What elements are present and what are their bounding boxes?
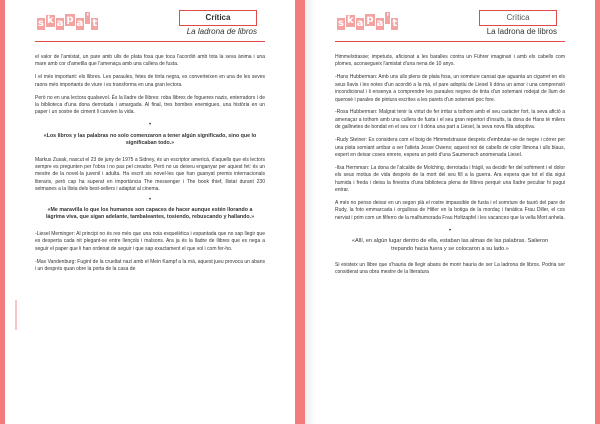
article-body (35, 54, 265, 279)
paragraph: -Hans Hubberman: Amb uns ulls plens de plata fosa, un somriure cansat que aguanta un cigarret en els seus llavis i les notes d'un acordió a la mà, el pare adoptiu de Liesel li dóna un amor i una comprensió incondicional i li ensenya a comprendre les paraules negres de tinta d'un sotemani rodejat de llum de querosè i parales de pintura escrites a les parets d'un soterrani poc fore. (335, 74, 565, 103)
pull-quote: «Los libros y las palabras no solo comenzaron a tener algún significado, sino que lo significaban todo.» (43, 132, 257, 147)
brand-logo (37, 12, 99, 30)
paragraph: -Max Vandenburg: Fugint de la crueltat nazi amb el Mein Kampf a la mà, aquest jueu provoca un abans i un després quan obre la porta de la casa de (35, 258, 265, 272)
logo-letter: p (66, 14, 74, 25)
logo-letter: t (92, 18, 98, 29)
logo-letter: t (392, 18, 398, 29)
page-header (5, 0, 295, 46)
book-title: La ladrona de libros (186, 27, 257, 36)
separator-bullet: • (448, 227, 452, 234)
pull-quote: «Allí, en algún lugar dentro de ella, estaban las almas de las palabras. Salieron trepando hacia fuera y se colocaron a su lado.» (351, 238, 549, 252)
logo-letter: ' (386, 12, 390, 23)
logo-letter: k (346, 15, 354, 26)
logo-letter: p (366, 14, 374, 25)
paragraph: A més no penso deixar en un segon plà el rostre impassible de fusta i el somriure de tauró del pare de Rudy, la foto emmarcada i orgullosa de Hitler en la botiga de la mordaç i fanàtica Frau Diller, el cos nerviat i prim com un filferro de la malhumorada Frau Holtzapfel i les vacances que la vella Mort anhela. (335, 200, 565, 221)
paragraph: I el més important: els llibres. Les paraules, fetes de tinta negra, es converteixen en una de les seves raons més importants de viure i es transforma en una gran lectora. (35, 74, 265, 88)
logo-letter: a (356, 18, 364, 29)
side-mark (15, 300, 17, 330)
logo-letter: a (76, 18, 84, 29)
separator-bullet: • (148, 196, 152, 203)
paragraph: -Rudy Steiner: Es considera com el boig de Himmelstrasse després d'embrutar-se de negre i córrer per una pista somiant arribar a ser l'atleta Jesse Owens; aquest noi de cabells de color llimona i ulls blaus, expert en deixar coses enrere, espera un petó d'una Saumensch anomenada Liesel. (335, 137, 565, 158)
logo-letter: s (38, 18, 44, 29)
right-page (305, 0, 595, 424)
left-page (5, 0, 295, 424)
page-header (305, 0, 595, 46)
paragraph: -Liesel Meminger: Al principi no és res més que una noia esquelètica i espantada que no sap llegir que es desperta cada nit plegant-se entre llençols i malsons. Ara ja és la lladre de llibres que es nega a seguir el paper que li han ordenat de seguir i que sap exactament el que vol i com fer-ho. (35, 230, 265, 252)
paragraph: -Ilsa Hermman: La dona de l'alcalde de Molching, derrotada i fràgil, va decidir fer del sofriment i el dolor els seus motius de vida després de la mort del seu fill a la guerra. Ara espera que tot el dia sigui humida i freda i deixa la finestra d'una biblioteca plena de llibres perquè una lladre peculiar hi pugui entrar. (335, 164, 565, 194)
logo-letter: a (56, 18, 64, 29)
header-divider (35, 41, 265, 42)
paragraph: el valor de l'amistat, un pare amb ulls de plata fosa que toca l'acordió amb tota la seva ànima i una mare amb cor d'ametlla que l'amenaça amb una cullera de fusta. (35, 54, 265, 68)
header-divider (335, 41, 565, 42)
book-title: La ladrona de libros (486, 27, 557, 36)
paragraph: Però no en una lectora qualsevol. És la lladre de llibres: roba llibres de fogueres nazis, enterradors i de la biblioteca d'una dona derrotada i amargada. Al final, tres bombes enemigues, una història en un paper i un sostre de ciment li canvien la vida. (35, 94, 265, 116)
article-body (335, 54, 565, 282)
logo-letter: s (338, 18, 344, 29)
paragraph: Si existeix un llibre que s'hauria de llegir abans de morir hauria de ser La ladrona de libros. Podria ser considerat una obra mestre de la literatura (335, 261, 565, 276)
logo-letter: k (46, 15, 54, 26)
spine-shadow (305, 0, 315, 424)
logo-letter: ' (86, 12, 90, 23)
section-label: Crítica (179, 10, 257, 26)
brand-logo (337, 12, 399, 30)
separator-bullet: • (148, 122, 152, 129)
pull-quote: «Me maravilla lo que los humanos son capaces de hacer aunque estén llorando a lágrima viva, que sigan adelante, tambaleantes, tosiendo, rebuscando y hallando.» (45, 207, 255, 221)
paragraph: -Rosa Hubberman: Malgrat tenir la virtut de fer irritar a tothom amb el seu caràcter fort, la seva afició a amenaçar a tothom amb una cullera de fusta i el seu gran repertori d'insults, la dona de Hans té milers de gallinetes de bondat en el seu cor i li dóna una part a Liesel, la seva nova filla adoptiva. (335, 109, 565, 131)
paragraph: Himmelstrasse; impetuós, aficionat a les baralles contra un Führer imaginari i amb els cabells com plomes, aconsegueix l'amistat d'una nena de 10 anys. (335, 54, 565, 68)
paragraph: Markus Zusak, nascut el 23 de juny de 1975 a Sidney, és un escriptor americà, d'aquells que els lectors sempre es pregunten per l'obra i no pas pel creador. Però no us deixeu enganyar per aquest fet: és un mestre de la novel·la juvenil i adulta. Ha escrit sis novel·les que han guanyat premis internacionals literaris, però cap ha superat en importància The messenger i The book thief, llistat durant 230 setmanes a la llista dels best-sellers i adaptat al cinema. (35, 156, 265, 193)
logo-letter: a (376, 18, 384, 29)
section-label: Crítica (479, 10, 557, 26)
